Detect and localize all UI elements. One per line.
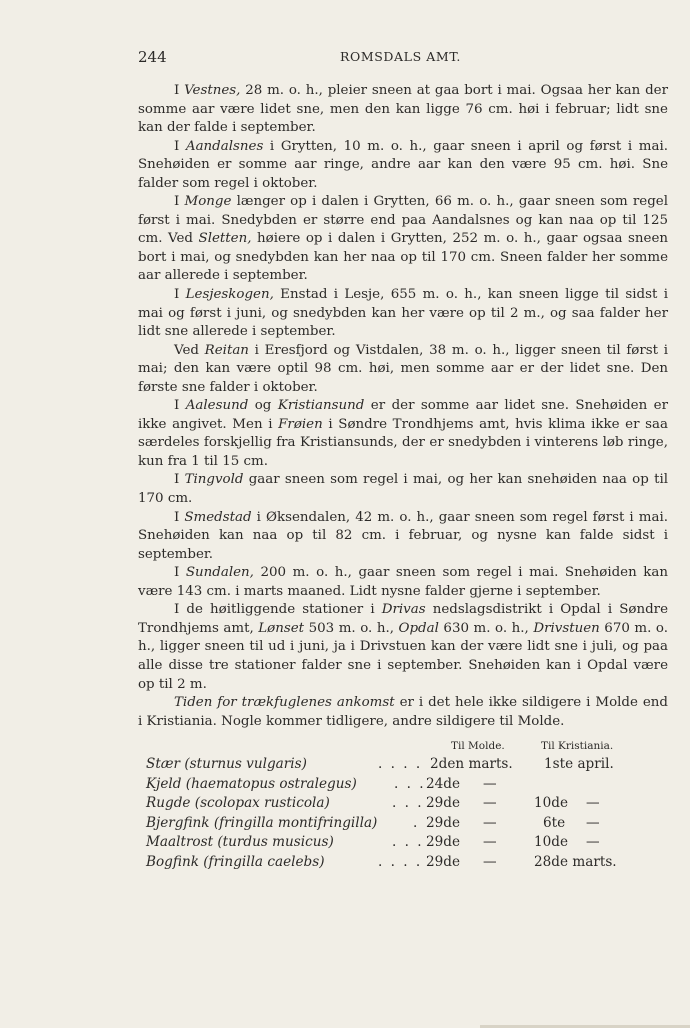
page-body bbox=[138, 82, 668, 872]
place-name: Aalesund bbox=[185, 398, 249, 414]
table-row bbox=[138, 794, 668, 814]
table-row bbox=[138, 853, 668, 873]
leader-dots: . . . bbox=[392, 795, 424, 812]
page-number: 244 bbox=[138, 48, 167, 66]
section-phrase: Tiden for trækfuglenes ankomst bbox=[174, 695, 395, 711]
ditto-dash: — bbox=[483, 834, 497, 851]
leader-dots: . . . . bbox=[378, 756, 423, 773]
leader-dots: . . . . bbox=[378, 853, 423, 870]
place-name: Kristiansund bbox=[277, 398, 365, 414]
place-name: Aandalsnes bbox=[185, 138, 264, 154]
place-name: Opdal bbox=[398, 620, 439, 636]
place-name: Sletten, bbox=[198, 231, 252, 247]
date-molde: 29de bbox=[426, 853, 461, 870]
ditto-dash: — bbox=[586, 795, 600, 812]
place-name: Lesjeskogen, bbox=[185, 287, 274, 303]
paragraph-aandalsnes: I Aandalsnes i Grytten, 10 m. o. h., gaar sneen i april og først i mai. Snehøiden er somme aar ringe, andre aar kan den være 95 cm. høi. Sne falder som regel i oktober. bbox=[138, 138, 669, 191]
date-molde: 2den marts. bbox=[430, 756, 513, 773]
date-kristiania: 6te bbox=[543, 814, 566, 831]
place-name: Sundalen, bbox=[185, 565, 254, 581]
date-kristiania: 10de bbox=[534, 834, 569, 851]
paragraph-reitan: Ved Reitan i Eresfjord og Vistdalen, 38 m. o. h., ligger sneen til først i mai; den kan være optil 98 cm. høi, men somme aar er der lidet sne. Den første sne falder i oktober. bbox=[138, 342, 668, 395]
ditto-dash: — bbox=[483, 775, 497, 792]
place-name: Drivstuen bbox=[533, 620, 600, 636]
paragraph-sundalen: I Sundalen, 200 m. o. h., gaar sneen som regel i mai. Snehøiden kan være 143 cm. i marts maaned. Lidt nysne falder gjerne i september. bbox=[138, 565, 669, 599]
bird-name: Bogfink (fringilla caelebs) bbox=[146, 853, 325, 870]
paragraph-aalesund: I Aalesund og Kristiansund er der somme aar lidet sne. Snehøiden er ikke angivet. Men i Frøien i Søndre Trondhjems amt, hvis klima ikke er saa særdeles forskjellig fra Kristiansunds, der er snedybden i vinterens løb ringe, kun fra 1 til 15 cm. bbox=[138, 398, 669, 469]
place-name: Reitan bbox=[204, 342, 249, 358]
place-name: Drivas bbox=[381, 602, 426, 618]
paragraph-lesjeskogen: I Lesjeskogen, Enstad i Lesje, 655 m. o. h., kan sneen ligge til sidst i mai og først i juni, og snedybden kan her være op til 2 m., og saa falder her lidt sne allerede i september. bbox=[138, 287, 668, 340]
date-kristiania: 10de bbox=[534, 795, 569, 812]
date-kristiania: 1ste april. bbox=[544, 756, 614, 773]
col-header-molde: Til Molde. bbox=[451, 740, 505, 753]
ditto-dash: — bbox=[483, 853, 497, 870]
paragraph-vestnes: I Vestnes, 28 m. o. h., pleier sneen at gaa bort i mai. Ogsaa her kan der somme aar være lidet sne, men den kan ligge 76 cm. høi i februar; lidt sne kan der falde i september. bbox=[138, 83, 668, 136]
paragraph-smedstad: I Smedstad i Øksendalen, 42 m. o. h., gaar sneen som regel først i mai. Snehøiden kan naa op til 82 cm. i februar, og nysne kan falde sidst i september. bbox=[138, 509, 669, 562]
ditto-dash: — bbox=[586, 814, 600, 831]
place-name: Monge bbox=[184, 194, 232, 210]
place-name: Tingvold bbox=[184, 472, 244, 488]
place-name: Frøien bbox=[278, 416, 323, 432]
paragraph-drivas: I de høitliggende stationer i Drivas nedslagsdistrikt i Opdal i Søndre Trondhjems amt, Lønset 503 m. o. h., Opdal 630 m. o. h., Drivstuen 670 m. o. h., ligger sneen til ud i juni, ja i Drivstuen kan der være lidt sne i juli, og paa alle disse tre stationer falder sne i september. Snehøiden kan i Opdal være op til 2 m. bbox=[138, 602, 668, 692]
table-row bbox=[138, 755, 668, 775]
bird-name: Kjeld (haematopus ostralegus) bbox=[146, 775, 357, 792]
date-molde: 29de bbox=[426, 814, 461, 831]
leader-dots: . . . bbox=[392, 834, 424, 851]
table-row bbox=[138, 833, 668, 853]
date-molde: 29de bbox=[426, 795, 461, 812]
paragraph-tingvold: I Tingvold gaar sneen som regel i mai, og her kan snehøiden naa op til 170 cm. bbox=[138, 472, 669, 507]
leader-dots: . bbox=[413, 814, 420, 831]
date-molde: 29de bbox=[426, 834, 461, 851]
table-row bbox=[138, 814, 668, 834]
bird-name: Bjergfink (fringilla montifringilla) bbox=[146, 814, 378, 831]
leader-dots: . . . bbox=[394, 775, 426, 792]
place-name: Vestnes, bbox=[184, 83, 241, 98]
bird-name: Maaltrost (turdus musicus) bbox=[146, 834, 334, 851]
running-head: ROMSDALS AMT. bbox=[340, 49, 462, 64]
table-row bbox=[138, 775, 668, 795]
table-header bbox=[138, 733, 668, 755]
bird-name: Rugde (scolopax rusticola) bbox=[146, 795, 330, 812]
date-molde: 24de bbox=[426, 775, 461, 792]
date-kristiania: 28de marts. bbox=[534, 853, 617, 870]
ditto-dash: — bbox=[483, 795, 497, 812]
ditto-dash: — bbox=[483, 814, 497, 831]
page-header bbox=[138, 48, 652, 68]
bird-name: Stær (sturnus vulgaris) bbox=[146, 756, 307, 773]
col-header-kristiania: Til Kristiania. bbox=[541, 740, 614, 753]
place-name: Lønset bbox=[258, 620, 305, 636]
ditto-dash: — bbox=[586, 834, 600, 851]
place-name: Smedstad bbox=[184, 509, 252, 525]
paragraph-monge: I Monge længer op i dalen i Grytten, 66 m. o. h., gaar sneen som regel først i mai. Snedybden er større end paa Aandalsnes og kan naa op til 125 cm. Ved Sletten, høiere op i dalen i Grytten, 252 m. o. h., gaar ogsaa sneen bort i mai, og snedybden kan her naa op til 170 cm. Sneen falder her somme aar allerede i september. bbox=[138, 194, 669, 284]
paragraph-trækfugle: Tiden for trækfuglenes ankomst er i det hele ikke sildigere i Molde end i Kristiania. Nogle kommer tidligere, andre sildigere til Molde. bbox=[138, 695, 668, 729]
